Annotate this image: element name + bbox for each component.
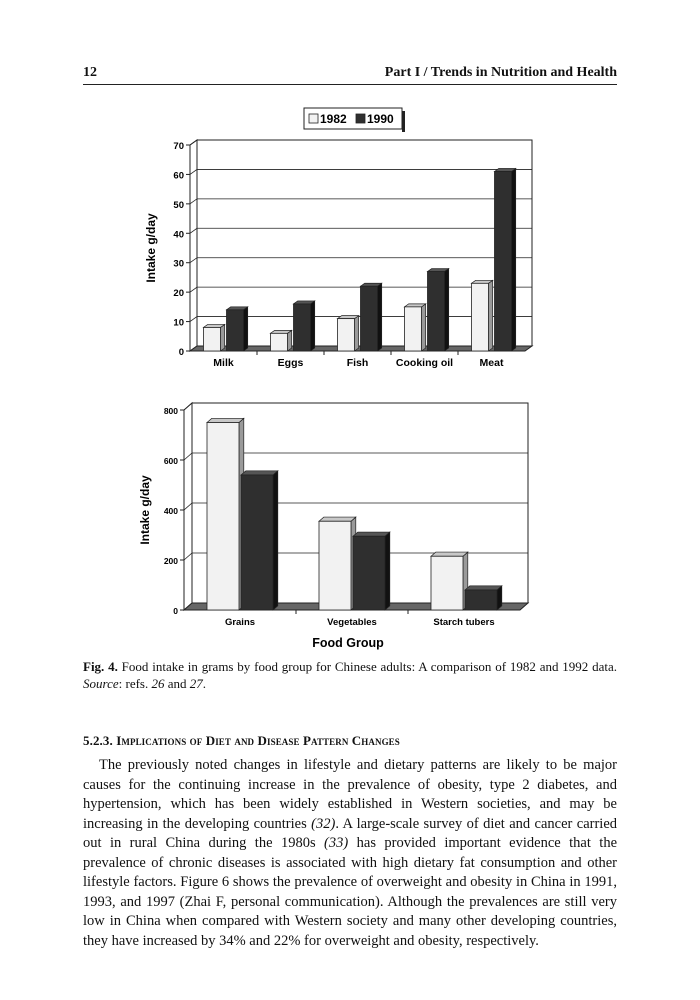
y-axis-title: Intake g/day xyxy=(144,213,158,283)
bar-top xyxy=(353,532,390,536)
citation-33: (33) xyxy=(324,835,349,851)
bar-side xyxy=(512,168,516,351)
y-tick-label: 600 xyxy=(163,456,178,466)
y-tick-label: 200 xyxy=(163,556,178,566)
bar-1990-eggs xyxy=(294,304,311,351)
bar-1982-starch-tubers xyxy=(431,556,463,610)
bar-top xyxy=(271,330,292,333)
x-axis-title: Food Group xyxy=(312,636,384,650)
section-number: 5.2.3. xyxy=(83,733,113,748)
legend-shadow xyxy=(402,111,405,132)
bar-side xyxy=(422,304,426,351)
legend xyxy=(304,108,405,132)
bar-side xyxy=(311,301,315,351)
body-paragraph xyxy=(83,756,617,951)
category-label: Fish xyxy=(346,357,369,369)
bar-1982-grains xyxy=(207,423,239,611)
y-tick-label: 800 xyxy=(163,406,178,416)
bar-top xyxy=(405,304,426,307)
bar-top xyxy=(338,316,359,319)
y-tick-label: 10 xyxy=(173,317,184,329)
bar-top xyxy=(361,283,382,286)
section-title: Implications of Diet and Disease Pattern Changes xyxy=(116,733,400,748)
bar-top xyxy=(428,269,449,272)
figure-caption xyxy=(83,658,617,692)
bar-top xyxy=(319,517,356,521)
category-label: Cooking oil xyxy=(395,357,454,369)
bar-side xyxy=(355,316,359,351)
bar-1990-grains xyxy=(241,475,273,610)
caption-text: Food intake in grams by food group for Chinese adults: A comparison of 1982 and 1992 data. xyxy=(117,659,617,674)
bar-1982-milk xyxy=(204,327,221,351)
category-label: Grains xyxy=(224,617,256,628)
bar-side xyxy=(378,283,382,351)
bar-1990-meat xyxy=(495,171,512,351)
category-label: Starch tubers xyxy=(433,617,495,628)
y-tick-label: 400 xyxy=(163,506,178,516)
section-heading xyxy=(83,733,400,749)
bar-1990-vegetables xyxy=(353,536,385,610)
y-tick-label: 50 xyxy=(173,199,184,211)
bar-1990-milk xyxy=(227,310,244,351)
legend-swatch-1990 xyxy=(356,114,365,123)
bar-top xyxy=(495,168,516,171)
bar-1982-vegetables xyxy=(319,521,351,610)
bar-top xyxy=(465,586,502,590)
bar-side xyxy=(445,269,449,351)
caption-ref-26: 26 xyxy=(151,676,165,691)
legend-label-1990: 1990 xyxy=(367,112,394,126)
bar-top xyxy=(472,280,493,283)
bar-top xyxy=(207,418,244,422)
caption-ref-27: 27 xyxy=(189,676,203,691)
bar-top xyxy=(294,301,315,304)
y-tick-label: 30 xyxy=(173,258,184,270)
bar-side xyxy=(385,532,390,610)
y-tick-label: 0 xyxy=(178,347,184,358)
bar-top xyxy=(431,552,468,556)
bar-side xyxy=(288,330,292,351)
bar-side xyxy=(273,471,278,610)
bar-side xyxy=(221,324,225,351)
caption-source-label: Source xyxy=(83,676,119,691)
bar-1982-eggs xyxy=(271,333,288,351)
chart-top xyxy=(144,140,532,369)
category-label: Vegetables xyxy=(327,617,377,628)
caption-end: . xyxy=(202,676,207,691)
y-tick-label: 0 xyxy=(173,606,178,616)
bar-side xyxy=(489,280,493,351)
bar-1990-cooking-oil xyxy=(428,272,445,351)
bar-1982-meat xyxy=(472,283,489,351)
citation-32: (32) xyxy=(311,815,336,832)
category-label: Meat xyxy=(479,357,504,369)
caption-label: Fig. 4. xyxy=(83,659,118,674)
bar-top xyxy=(204,324,225,327)
y-axis-title: Intake g/day xyxy=(138,475,152,545)
y-tick-label: 60 xyxy=(173,170,184,182)
bar-side xyxy=(244,307,248,351)
bar-1982-cooking-oil xyxy=(405,307,422,351)
category-label: Eggs xyxy=(277,357,304,369)
body-text-1: The previously noted changes in lifestyle and dietary patterns are likely to be major causes for the continuing increase in the prevalence of obesity, type 2 diabetes, and hypertension, which has been widely established in Western societies, and may be increasing in the developing countries xyxy=(83,757,617,832)
body-text-3: has provided important evidence that the prevalence of chronic diseases is associated with high dietary fat consumption and other lifestyle factors. Figure 6 shows the prevalence of overweight and obesity in China in 1991, 1993, and 1997 (Zhai F, personal communication). Although the prevalences are still very low in China when compared with Western society and many other developing countries, they have increased by 34% and 22% for overweight and obesity, respectively. xyxy=(83,835,617,949)
caption-source-text: : refs. xyxy=(118,676,152,691)
category-label: Milk xyxy=(213,357,234,369)
legend-label-1982: 1982 xyxy=(320,112,347,126)
caption-and: and xyxy=(164,676,190,691)
chart-bottom xyxy=(138,403,528,628)
y-tick-label: 20 xyxy=(173,288,184,300)
page-number: 12 xyxy=(83,65,97,80)
body-text-2: . A large-scale survey of diet and cancer carried out in rural China during the 1980s xyxy=(83,815,618,851)
bar-top xyxy=(227,307,248,310)
legend-swatch-1982 xyxy=(309,114,318,123)
y-tick-label: 70 xyxy=(173,141,184,152)
bar-1982-fish xyxy=(338,319,355,351)
bar-top xyxy=(241,471,278,475)
bar-1990-starch-tubers xyxy=(465,590,497,610)
y-tick-label: 40 xyxy=(173,229,184,241)
bar-1990-fish xyxy=(361,286,378,351)
running-head: Part I / Trends in Nutrition and Health xyxy=(384,65,617,80)
